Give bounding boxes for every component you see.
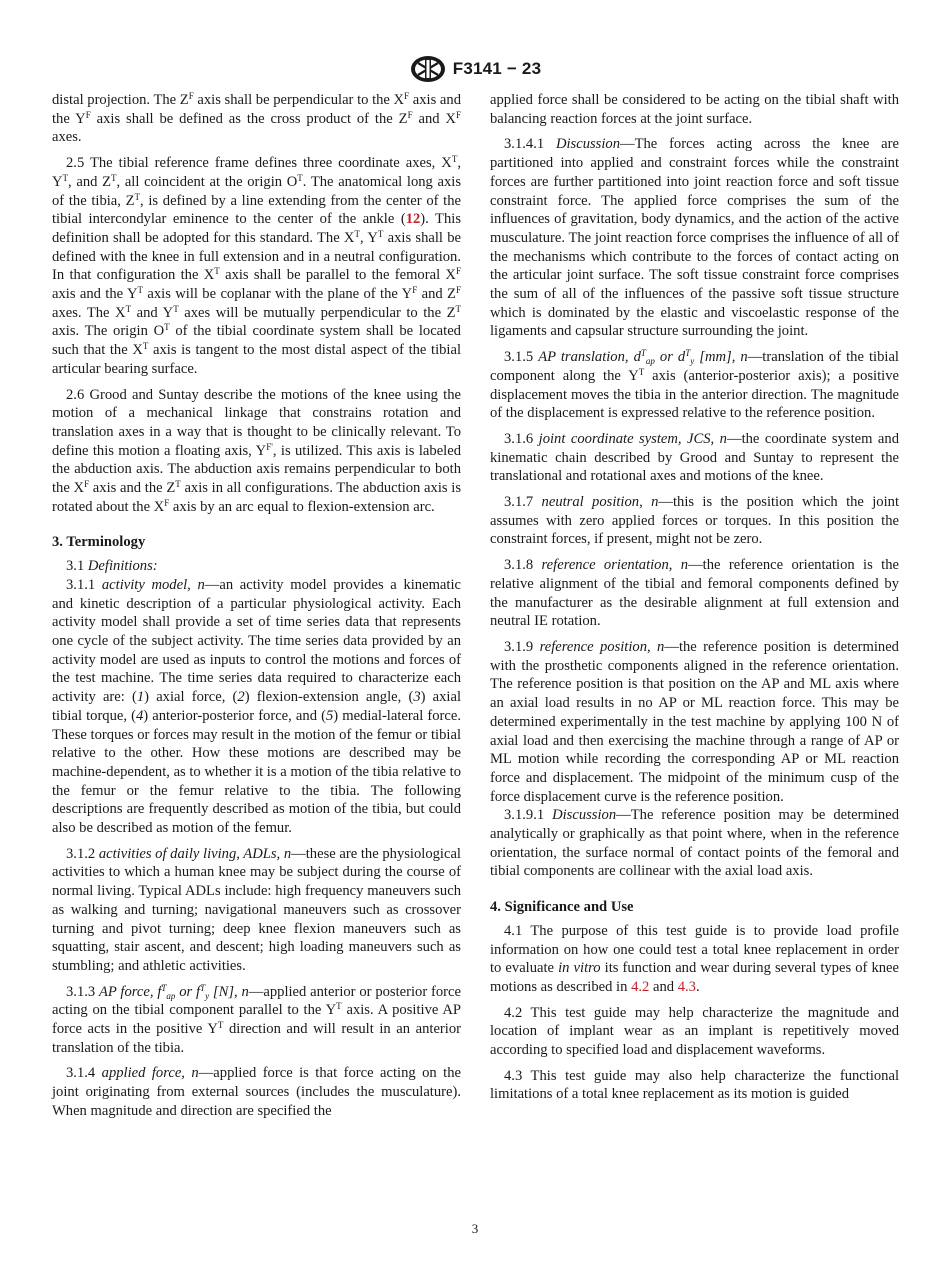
definition-adls: 3.1.2 activities of daily living, ADLs, n—these are the physiological activities to which a human knee may be subject during the course of normal living. Typical ADLs include: high frequency maneuvers such as walking and turning; navigational maneuvers such as crossover turning and pivot turning; deep knee flexion maneuvers such as squatting, stair ascent, and descent; high loading maneuvers such as stumbling; and athletic activities.: [52, 845, 461, 974]
cross-reference-4-3[interactable]: 4.3: [677, 978, 696, 995]
paragraph-2-5: 2.5 The tibial reference frame defines three coordinate axes, $X^T$, $Y^T$, and $Z^T$, all coincident at the origin $O^T$. The anatomical long axis of the tibia, $Z^T$, is defined by a line extending from the center of the tibial intercondylar eminence to the center of the ankle (12). This definition shall be adopted for this standard. The $X^T$, $Y^T$ axis shall be defined with the knee in full extension and in a neutral configuration. In that configuration the $X^T$ axis shall be parallel to the femoral $X^F$ axis and the $Y^T$ axis will be coplanar with the plane of the $Y^F$ and $Z^F$ axes. The $X^T$ and $Y^T$ axes will be mutually perpendicular to the $Z^T$ axis. The origin $O^T$ of the tibial coordinate system shall be located such that the $X^T$ axis is tangent to the most distal aspect of the tibial articular bearing surface.: [52, 154, 462, 377]
section-heading-terminology: 3. Terminology: [52, 534, 146, 551]
paragraph-4-1: 4.1 The purpose of this test guide is to provide load profile information on how one could test a total knee replacement in order to evaluate in vitro its function and wear during several types of knee motions as described in 4.2 and 4.3.: [490, 922, 899, 995]
page-number: 3: [471, 1221, 479, 1236]
paragraph-4-3: 4.3 This test guide may also help characterize the functional limitations of a total knee replacement as its motion is guided: [490, 1067, 899, 1103]
definition-neutral-position: 3.1.7 neutral position, n—this is the position which the joint assumes with zero applied forces or torques. In this position the constraint forces, if present, might not be zero.: [490, 494, 900, 548]
cross-reference-4-2[interactable]: 4.2: [631, 978, 650, 995]
left-column: [52, 91, 461, 1128]
definition-jcs: 3.1.6 joint coordinate system, JCS, n—the coordinate system and kinematic chain described by Grood and Suntay to represent the translational and rotational axes and motions of the knee.: [490, 430, 899, 485]
definition-applied-force: 3.1.4 applied force, n—applied force is that force acting on the joint originating from external sources (includes the musculature). When magnitude and direction are specified the: [52, 1065, 461, 1119]
paragraph-applied-force-continued: applied force shall be considered to be acting on the tibial shaft with balancing reaction forces at the joint surface.: [490, 92, 899, 127]
paragraph-4-2: 4.2 This test guide may help characterize the magnitude and location of implant wear as an implant is repetitively moved according to specified load and displacement waveforms.: [490, 1004, 899, 1059]
right-column: [490, 91, 899, 1111]
definition-reference-orientation: 3.1.8 reference orientation, n—the reference orientation is the relative alignment of the tibial and femoral components defined by the manufacturer as the desirable alignment at full extension and neutral IE rotation.: [490, 557, 899, 630]
paragraph-3-1: 3.1 Definitions:: [66, 558, 158, 575]
page-header: [0, 53, 950, 85]
discussion-3-1-9-1: 3.1.9.1 Discussion—The reference position may be determined analytically or graphically as that point where, when in the reference orientation, the surface normal of contact points of the femoral and tibial components are collinear with the axial load axis.: [490, 807, 899, 880]
reference-link-12[interactable]: 12: [405, 211, 421, 228]
paragraph-2-6: 2.6 Grood and Suntay describe the motions of the knee using the motion of a mechanical linkage that constrains rotation and translation axes in a way that is thought to be clinically relevant. To define this motion a floating axis, $Y^{F'}$, is utilized. This axis is labeled the abduction axis. The abduction axis remains perpendicular to both the $X^F$ axis and the $Z^T$ axis in all configurations. The abduction axis is rotated about the $X^F$ axis by an arc equal to flexion-extension arc.: [52, 386, 461, 515]
definition-ap-translation: 3.1.5 AP translation, $d^T_{ap}$ or $d^T_y$ [mm], n—translation of the tibial component along the $Y^T$ axis (anterior-posterior axis); a positive displacement moves the tibia in the anterior direction. The magnitude of the displacement is expressed relative to the reference position.: [490, 348, 899, 422]
discussion-3-1-4-1: 3.1.4.1 Discussion—The forces acting across the knee are partitioned into applied and constraint forces while the constraint forces are further partitioned into joint reaction force and soft tissue constraint force. The applied force comprises the sum of the influences of gravitation, body dynamics, and the action of the active musculature. The joint reaction force comprises the influence of all of the mechanisms which contribute to the forces of contact acting on the articular joint surface. The soft tissue constraint force comprises the sum of all of the influences of the passive soft tissue structure which is dominated by the elastic and viscoelastic response of the ligaments and capsular structure surrounding the joint.: [490, 136, 900, 340]
definition-activity-model: 3.1.1 activity model, n—an activity model provides a kinematic and kinetic description of a particular physiological activity. Each activity model shall provide a set of time series data that represents one cycle of the subject activity. The time series data provided by an activity model are used as inputs to control the motions and forces of the test machine. The time series data required to characterize each activity are: (1) axial force, (2) flexion-extension angle, (3) axial tibial torque, (4) anterior-posterior force, and (5) medial-lateral force. These torques or forces may result in the motion of the femur or tibial relative to the other. How these motions are described may be machine-dependent, as to whether it is a motion of the tibia relative to the femur or the femur relative to the tibia. The following descriptions are frequently described as motion of the tibia, but could also be described as motion of the femur.: [52, 576, 462, 837]
definition-ap-force: 3.1.3 AP force, $f^T_{ap}$ or $f^T_y$ [N], n—applied anterior or posterior force acting on the tibial component parallel to the $Y^T$ axis. A positive AP force acts in the positive $Y^T$ direction and will result in an anterior translation of the tibia.: [52, 982, 462, 1056]
definition-reference-position: 3.1.9 reference position, n—the reference position is determined with the prosthetic components aligned in the reference orientation. The reference position is that position on the AP and ML axis where an axial load results in no AP or ML reaction force. This may be determined experimentally in the test machine by applying 100 N of axial load and then exercising the machine through a range of AP or ML motion while recording the corresponding AP or ML reaction force and displacement. The midpoint of the minimum cusp of the force displacement curve is the reference position.: [490, 638, 899, 805]
document-id: F3141 − 23: [452, 59, 542, 78]
section-heading-significance: 4. Significance and Use: [490, 899, 634, 916]
paragraph-femoral-axes: distal projection. The $Z^F$ axis shall be perpendicular to the $X^F$ axis and the $Y^F$ axis shall be defined as the cross product of the $Z^F$ and $X^F$ axes.: [52, 91, 462, 146]
astm-logo-icon: [409, 54, 447, 84]
